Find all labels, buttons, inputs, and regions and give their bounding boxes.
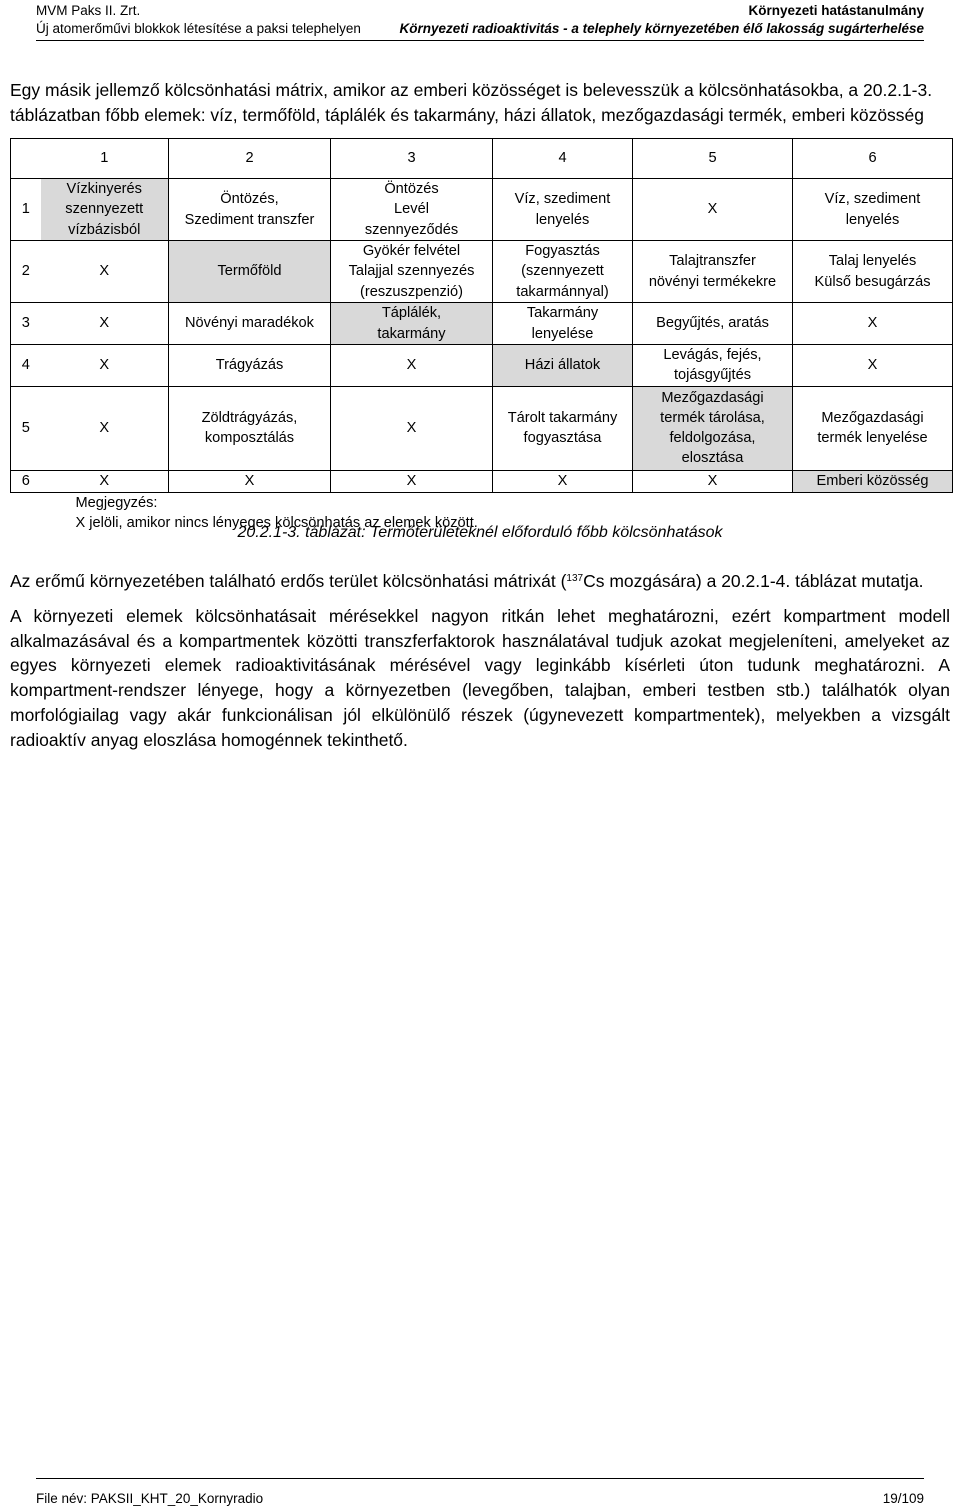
cell-text-line: Vízkinyerés <box>66 181 142 198</box>
matrix-interaction-cell <box>331 345 493 387</box>
cell-text-line: lenyelés <box>535 211 590 228</box>
cell-text-line: Levél <box>394 201 429 218</box>
cell-text-line: tojásgyűjtés <box>673 367 752 384</box>
table-caption: 20.2.1-3. táblázat: Termőterületeknél előforduló főbb kölcsönhatások <box>237 524 723 541</box>
matrix-interaction-cell <box>169 345 331 387</box>
cell-text-line: Táplálék, <box>381 305 442 322</box>
cell-text-line: Víz, szediment <box>824 191 921 208</box>
row-number: 2 <box>11 241 41 303</box>
cell-text-line: Trágyázás <box>215 357 284 374</box>
cell-text-line: X <box>99 263 110 280</box>
paragraph-forest-matrix <box>10 569 950 594</box>
cell-text-line: lenyelés <box>845 211 900 228</box>
cell-text-line: X <box>99 472 110 489</box>
column-header: 2 <box>169 139 331 179</box>
matrix-interaction-cell <box>493 303 633 345</box>
cell-text-line: Növényi maradékok <box>185 315 314 332</box>
matrix-interaction-cell <box>793 345 953 387</box>
matrix-diagonal-element <box>169 241 331 303</box>
matrix-interaction-cell <box>633 241 793 303</box>
cell-text-line: szennyezett <box>65 201 144 218</box>
cell-text-line: Víz, szediment <box>514 191 611 208</box>
cell-text-line: szennyeződés <box>364 221 459 238</box>
matrix-diagonal-element <box>793 470 953 492</box>
cell-text-line: (reszuszpenzió) <box>359 283 463 300</box>
matrix-interaction-cell <box>793 303 953 345</box>
cell-text-line: X <box>557 472 568 489</box>
matrix-interaction-cell <box>41 241 169 303</box>
matrix-interaction-cell <box>169 386 331 470</box>
cell-text-line: Fogyasztás <box>525 243 600 260</box>
corner-cell <box>11 139 41 179</box>
column-header: 3 <box>331 139 493 179</box>
cell-text-line: Mezőgazdasági <box>661 389 764 406</box>
matrix-interaction-cell <box>169 303 331 345</box>
cell-text-line: Levágás, fejés, <box>663 347 762 363</box>
matrix-interaction-cell <box>633 179 793 241</box>
table-row <box>11 345 953 387</box>
table-row <box>11 386 953 470</box>
cell-text-line: X <box>244 472 255 489</box>
column-header: 1 <box>41 139 169 179</box>
matrix-interaction-cell <box>41 345 169 387</box>
note-title: Megjegyzés: <box>75 494 158 511</box>
matrix-interaction-cell <box>633 345 793 387</box>
cell-text-line: feldolgozása, <box>669 430 756 447</box>
cell-text-line: Takarmány <box>526 305 599 322</box>
row-number: 5 <box>11 386 41 470</box>
matrix-interaction-cell <box>493 179 633 241</box>
matrix-interaction-cell <box>633 303 793 345</box>
cell-text-line: X <box>99 315 110 332</box>
intro-paragraph: Egy másik jellemző kölcsönhatási mátrix, amikor az emberi közösséget is belevesszük a kölcsönhatásokba, a 20.2.1-3. táblázatban főbb elemek: víz, termőföld, táplálék és takarmány, házi állatok, mezőgazdasági termék, emberi közösség <box>10 80 933 125</box>
cell-text-line: Emberi közösség <box>816 472 929 489</box>
cell-text-line: Tárolt takarmány <box>507 409 618 426</box>
header-project: Új atomerőművi blokkok létesítése a paksi telephelyen <box>36 21 361 36</box>
cell-text-line: X <box>99 357 110 374</box>
cell-text-line: lenyelése <box>531 325 594 342</box>
matrix-interaction-cell <box>169 179 331 241</box>
cell-text-line: X <box>707 201 718 218</box>
cell-text-line: vízbázisból <box>68 221 141 238</box>
cell-text-line: Talajtranszfer <box>669 253 756 270</box>
table-row <box>11 241 953 303</box>
cell-text-line: Talajjal szennyezés <box>348 263 475 280</box>
matrix-interaction-cell <box>493 241 633 303</box>
cell-text-line: Gyökér felvétel <box>362 243 461 260</box>
matrix-interaction-cell <box>493 386 633 470</box>
matrix-diagonal-element <box>633 386 793 470</box>
para1-before: Az erőmű környezetében található erdős terület kölcsönhatási mátrixát ( <box>10 571 567 591</box>
table-header-row <box>11 139 953 179</box>
cell-text-line: X <box>406 419 417 436</box>
matrix-interaction-cell <box>793 386 953 470</box>
matrix-interaction-cell <box>169 470 331 492</box>
matrix-interaction-cell <box>331 470 493 492</box>
matrix-interaction-cell <box>331 386 493 470</box>
footer-file-name: File név: PAKSII_KHT_20_Kornyradio <box>36 1491 264 1506</box>
matrix-diagonal-element <box>493 345 633 387</box>
cell-text-line: Talaj lenyelés <box>828 253 917 270</box>
matrix-interaction-cell <box>41 303 169 345</box>
cell-text-line: X <box>406 472 417 489</box>
matrix-interaction-cell <box>41 386 169 470</box>
matrix-interaction-cell <box>633 470 793 492</box>
matrix-interaction-cell <box>331 241 493 303</box>
matrix-diagonal-element <box>41 179 169 241</box>
header-doc-title: Környezeti hatástanulmány <box>748 3 924 18</box>
column-header: 5 <box>633 139 793 179</box>
cell-text-line: elosztása <box>681 450 744 467</box>
column-header: 4 <box>493 139 633 179</box>
row-number: 4 <box>11 345 41 387</box>
cell-text-line: takarmánnyal) <box>516 283 609 300</box>
table-row <box>11 470 953 492</box>
cell-text-line: Öntözés, <box>220 191 279 208</box>
interaction-matrix-table <box>10 138 953 533</box>
matrix-interaction-cell <box>331 179 493 241</box>
table-row <box>11 303 953 345</box>
row-number: 6 <box>11 470 41 492</box>
cell-text-line: X <box>867 315 878 332</box>
matrix-diagonal-element <box>331 303 493 345</box>
cell-text-line: (szennyezett <box>521 263 604 280</box>
header-section: Környezeti radioaktivitás - a telephely környezetében élő lakosság sugárterhelése <box>399 21 924 36</box>
cell-text-line: takarmány <box>377 325 446 342</box>
cell-text-line: Szediment transzfer <box>184 211 315 228</box>
cell-text-line: X <box>867 357 878 374</box>
cell-text-line: fogyasztása <box>523 430 602 447</box>
page-header <box>36 0 924 41</box>
table-row <box>11 179 953 241</box>
cell-text-line: Mezőgazdasági <box>821 409 924 426</box>
cell-text-line: növényi termékekre <box>648 273 777 290</box>
header-org: MVM Paks II. Zrt. <box>36 3 141 18</box>
row-number: 1 <box>11 179 41 241</box>
matrix-interaction-cell <box>793 241 953 303</box>
matrix-interaction-cell <box>493 470 633 492</box>
note-text: X jelöli, amikor nincs lényeges kölcsönhatás az elemek között. <box>75 514 478 531</box>
cell-text-line: X <box>99 419 110 436</box>
matrix-interaction-cell <box>41 470 169 492</box>
cell-text-line: X <box>406 357 417 374</box>
footer-page-number: 19/109 <box>882 1491 924 1506</box>
page-footer <box>36 1478 924 1509</box>
cell-text-line: Házi állatok <box>524 357 601 374</box>
cell-text-line: termék lenyelése <box>817 430 928 447</box>
matrix-interaction-cell <box>793 179 953 241</box>
cell-text-line: Termőföld <box>217 263 282 280</box>
cell-text-line: komposztálás <box>204 430 295 447</box>
cell-text-line: Külső besugárzás <box>814 273 931 290</box>
cell-text-line: termék tárolása, <box>660 409 765 426</box>
column-header: 6 <box>793 139 953 179</box>
cell-text-line: Begyűjtés, aratás <box>656 315 769 332</box>
cell-text-line: X <box>707 472 718 489</box>
para1-after: Cs mozgására) a 20.2.1-4. táblázat mutatja. <box>583 571 924 591</box>
cell-text-line: Öntözés <box>384 181 439 198</box>
cell-text-line: Zöldtrágyázás, <box>201 409 298 426</box>
row-number: 3 <box>11 303 41 345</box>
isotope-mass-number: 137 <box>566 573 584 584</box>
paragraph-compartment-model: A környezeti elemek kölcsönhatásait mérésekkel nagyon ritkán lehet meghatározni, ezért kompartment modell alkalmazásával és a kompartmentek közötti transzferfaktorok használatával tudjuk azokat megjeleníteni, amelyeket az egyes környezeti elemek radioaktivitásának mérésével vagy leginkább kísérleti úton tudunk meghatározni. A kompartment-rendszer lényege, hogy a környezetben (levegőben, talajban, emberi testben stb.) találhatók olyan morfológiailag vagy akár funkcionálisan jól elkülönülő részek (úgynevezett kompartmentek), melyekben a vizsgált radioaktív anyag eloszlása homogénnek tekinthető. <box>10 606 950 750</box>
